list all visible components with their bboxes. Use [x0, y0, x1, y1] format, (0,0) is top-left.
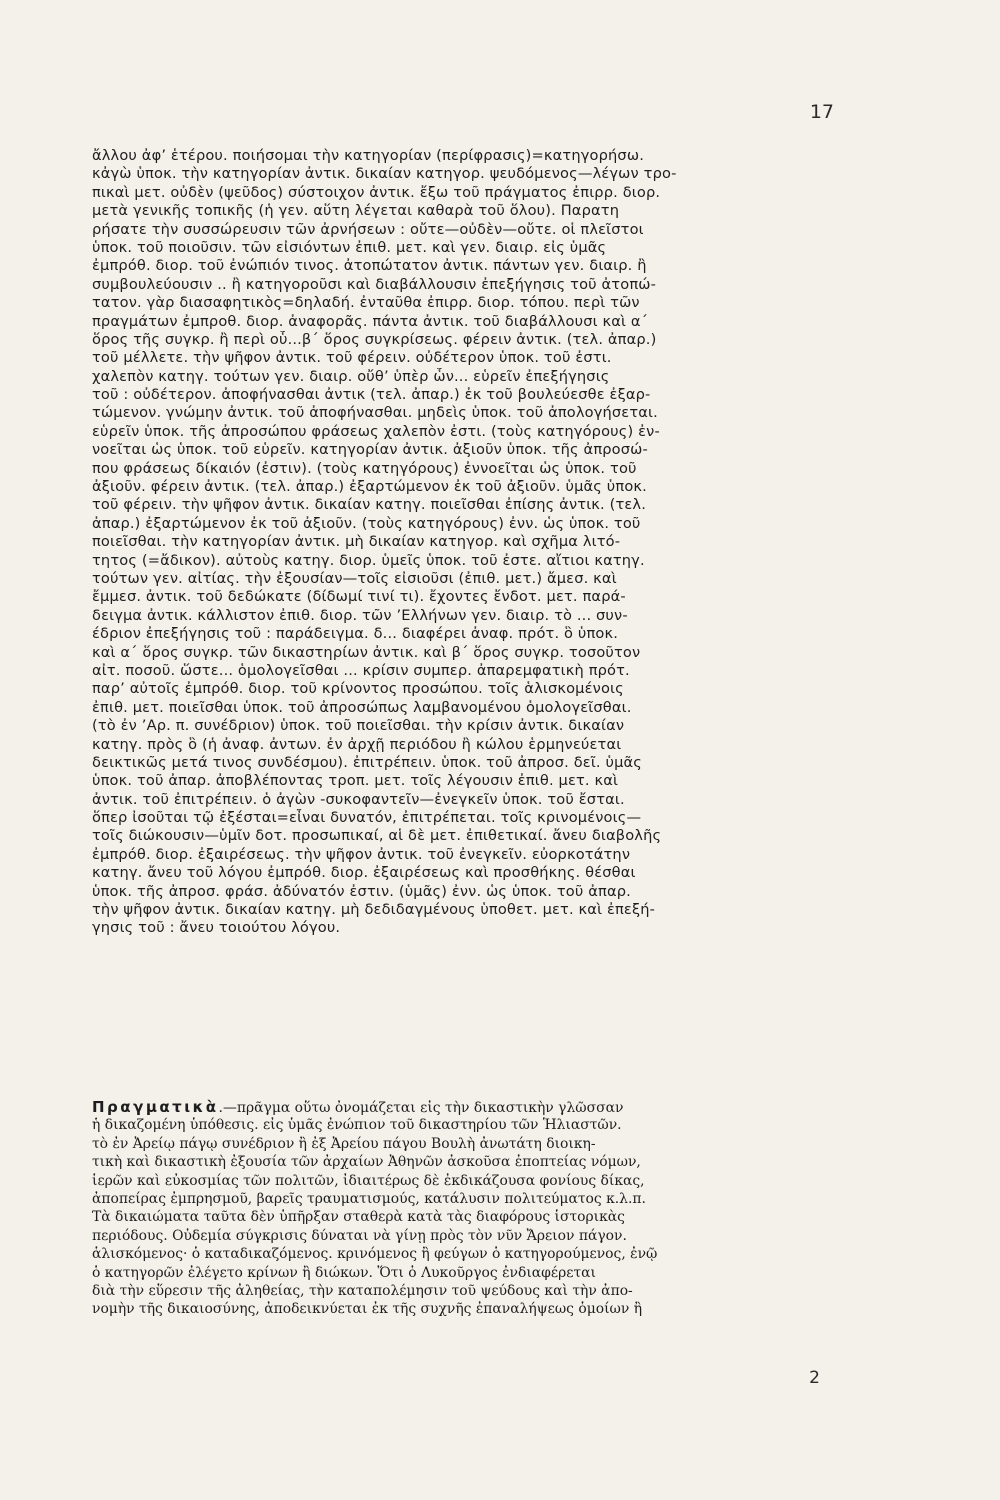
- prose-line: ἱερῶν καὶ εὐκοσμίας τῶν πολιτῶν, ἰδιαιτέρως δὲ ἐκδικάζουσα φονίους δίκας,: [92, 1172, 645, 1189]
- notes-line: ὑποκ. τοῦ ἀπαρ. ἀποβλέποντας τροπ. μετ. τοῖς λέγουσιν ἐπιθ. μετ. καὶ: [92, 772, 619, 790]
- notes-line: εὑρεῖν ὑποκ. τῆς ἀπροσώπου φράσεως χαλεπὸν ἐστι. (τοὺς κατηγόρους) ἐν-: [92, 422, 660, 440]
- notes-line: χαλεπὸν κατηγ. τούτων γεν. διαιρ. οὔθ’ ὑπὲρ ὧν... εὑρεῖν ἐπεξήγησις: [92, 367, 610, 385]
- notes-line: τητος (=ἄδικον). αὐτοὺς κατηγ. διορ. ὑμεῖς ὑποκ. τοῦ ἐστε. αἴτιοι κατηγ.: [92, 551, 645, 569]
- prose-line: τὸ ἐν Ἀρείῳ πάγῳ συνέδριον ἢ ἐξ Ἀρείου πάγου Βουλὴ ἀνωτάτη διοικη-: [92, 1135, 596, 1152]
- prose-line: διὰ τὴν εὕρεσιν τῆς ἀληθείας, τὴν καταπολέμησιν τοῦ ψεύδους καὶ τὴν ἀπο-: [92, 1282, 633, 1299]
- notes-line: ἀπαρ.) ἐξαρτώμενον ἐκ τοῦ ἀξιοῦν. (τοὺς κατηγόρους) ἐνν. ὡς ὑποκ. τοῦ: [92, 514, 641, 532]
- prose-line: .—πρᾶγμα οὕτω ὀνομάζεται εἰς τὴν δικαστικὴν γλῶσσαν: [218, 1100, 624, 1116]
- notes-line: ἄλλου ἀφ’ ἑτέρου. ποιήσομαι τὴν κατηγορίαν (περίφρασις)=κατηγορήσω.: [92, 147, 644, 164]
- notes-line: ἀξιοῦν. φέρειν ἀντικ. (τελ. ἀπαρ.) ἐξαρτώμενον ἐκ τοῦ ἀξιοῦν. ὑμᾶς ὑποκ.: [92, 478, 647, 496]
- notes-line: καὶ α΄ ὅρος συγκρ. τῶν δικαστηρίων ἀντικ. καὶ β΄ ὅρος συγκρ. τοσοῦτον: [92, 643, 641, 661]
- notes-line: παρ’ αὐτοῖς ἐμπρόθ. διορ. τοῦ κρίνοντος προσώπου. τοῖς ἁλισκομένοις: [92, 680, 624, 698]
- notes-line: κατηγ. ἄνευ τοῦ λόγου ἐμπρόθ. διορ. ἐξαιρέσεως καὶ προσθήκης. θέσθαι: [92, 864, 636, 882]
- notes-line: ρήσατε τὴν συσσώρευσιν τῶν ἀρνήσεων : οὔτε—οὐδὲν—οὔτε. οἱ πλεῖστοι: [92, 220, 644, 238]
- notes-line: τοῦ φέρειν. τὴν ψῆφον ἀντικ. δικαίαν κατηγ. ποιεῖσθαι ἐπίσης ἀντικ. (τελ.: [92, 496, 647, 514]
- notes-line: κατηγ. πρὸς ὃ (ἡ ἀναφ. ἀντων. ἐν ἀρχῇ περιόδου ἢ κώλου ἑρμηνεύεται: [92, 735, 622, 753]
- notes-line: τούτων γεν. αἰτίας. τὴν ἐξουσίαν—τοῖς εἰσιοῦσι (ἐπιθ. μετ.) ἄμεσ. καὶ: [92, 569, 617, 587]
- notes-line: ἐπιθ. μετ. ποιεῖσθαι ὑποκ. τοῦ ἀπροσώπως λαμβανομένου ὁμολογεῖσθαι.: [92, 698, 632, 716]
- notes-line: που φράσεως δίκαιόν (ἐστιν). (τοὺς κατηγόρους) ἐννοεῖται ὡς ὑποκ. τοῦ: [92, 459, 637, 477]
- notes-line: ὅπερ ἰσοῦται τῷ ἐξέσται=εἶναι δυνατόν, ἐπιτρέπεται. τοῖς κρινομένοις—: [92, 809, 642, 827]
- notes-line: ἐμπρόθ. διορ. ἐξαιρέσεως. τὴν ψῆφον ἀντικ. τοῦ ἐνεγκεῖν. εὐορκοτάτην: [92, 845, 631, 863]
- notes-line: μετὰ γενικῆς τοπικῆς (ἡ γεν. αὕτη λέγεται καθαρὰ τοῦ ὅλου). Παρατη: [92, 202, 620, 220]
- notes-line: ὑποκ. τοῦ ποιοῦσιν. τῶν εἰσιόντων ἐπιθ. μετ. καὶ γεν. διαιρ. εἰς ὑμᾶς: [92, 238, 607, 256]
- prose-line: νομὴν τῆς δικαιοσύνης, ἀποδεικνύεται ἐκ τῆς συχνῆς ἐπαναλήψεως ὁμοίων ἢ: [92, 1301, 643, 1318]
- notes-line: κἀγὼ ὑποκ. τὴν κατηγορίαν ἀντικ. δικαίαν κατηγορ. ψευδόμενος—λέγων τρο-: [92, 165, 677, 183]
- notes-line: γησις τοῦ : ἄνευ τοιούτου λόγου.: [92, 919, 341, 937]
- prose-line: περιόδους. Οὐδεμία σύγκρισις δύναται νὰ γίνῃ πρὸς τὸν νῦν Ἄρειον πάγον.: [92, 1227, 627, 1244]
- prose-line: ἀποπείρας ἐμπρησμοῦ, βαρεῖς τραυματισμούς, κατάλυσιν πολιτεύματος κ.λ.π.: [92, 1190, 646, 1207]
- prose-line: ἡ δικαζομένη ὑπόθεσις. εἰς ὑμᾶς ἐνώπιον τοῦ δικαστηρίου τῶν Ἡλιαστῶν.: [92, 1117, 622, 1134]
- notes-line: πραγμάτων ἐμπροθ. διορ. ἀναφορᾶς. πάντα ἀντικ. τοῦ διαβάλλουσι καὶ α΄: [92, 312, 649, 330]
- notes-line: τὴν ψῆφον ἀντικ. δικαίαν κατηγ. μὴ δεδιδαγμένους ὑποθετ. μετ. καὶ ἐπεξή-: [92, 901, 656, 919]
- historical-section: [92, 1098, 852, 1319]
- notes-line: ἔμμεσ. ἀντικ. τοῦ δεδώκατε (δίδωμί τινί τι). ἔχοντες ἔνδοτ. μετ. παρά-: [92, 588, 626, 606]
- notes-line: τοῦ : οὐδέτερον. ἀποφήνασθαι ἀντικ (τελ. ἀπαρ.) ἐκ τοῦ βουλεύεσθε ἐξαρ-: [92, 386, 651, 404]
- notes-line: συμβουλεύουσιν .. ἢ κατηγοροῦσι καὶ διαβάλλουσιν ἐπεξήγησις τοῦ ἀτοπώ-: [92, 275, 657, 293]
- prose-line: ὁ κατηγορῶν ἐλέγετο κρίνων ἢ διώκων. Ὅτι ὁ Λυκοῦργος ἐνδιαφέρεται: [92, 1264, 596, 1281]
- notes-line: τοῖς διώκουσιν—ὑμῖν δοτ. προσωπικαί, αἱ δὲ μετ. ἐπιθετικαί. ἄνευ διαβολῆς: [92, 827, 662, 845]
- prose-line: Τὰ δικαιώματα ταῦτα δὲν ὑπῆρξαν σταθερὰ κατὰ τὰς διαφόρους ἱστορικὰς: [92, 1209, 625, 1226]
- notes-line: ὅρος τῆς συγκρ. ἢ περὶ οὗ...β΄ ὅρος συγκρίσεως. φέρειν ἀντικ. (τελ. ἀπαρ.): [92, 330, 657, 348]
- signature-mark: 2: [809, 1368, 820, 1388]
- notes-line: αἰτ. ποσοῦ. ὥστε... ὁμολογεῖσθαι ... κρίσιν συμπερ. ἀπαρεμφατικὴ πρότ.: [92, 661, 630, 679]
- section-first-line: [92, 1098, 852, 1116]
- notes-line: έδριον ἐπεξήγησις τοῦ : παράδειγμα. δ... διαφέρει ἀναφ. πρότ. ὃ ὑποκ.: [92, 625, 619, 643]
- notes-line: πικαὶ μετ. οὐδὲν (ψεῦδος) σύστοιχον ἀντικ. ἔξω τοῦ πράγματος ἐπιρρ. διορ.: [92, 183, 661, 201]
- notes-line: νοεῖται ὡς ὑποκ. τοῦ εὑρεῖν. κατηγορίαν ἀντικ. ἀξιοῦν ὑποκ. τῆς ἀπροσώ-: [92, 441, 648, 459]
- notes-line: (τὸ ἐν ’Αρ. π. συνέδριον) ὑποκ. τοῦ ποιεῖσθαι. τὴν κρίσιν ἀντικ. δικαίαν: [92, 717, 625, 735]
- notes-line: τώμενον. γνώμην ἀντικ. τοῦ ἀποφήνασθαι. μηδεὶς ὑποκ. τοῦ ἀπολογήσεται.: [92, 404, 658, 422]
- notes-line: δειγμα ἀντικ. κάλλιστον ἐπιθ. διορ. τῶν ’Ελλήνων γεν. διαιρ. τὸ ... συν-: [92, 606, 628, 624]
- notes-line: τοῦ μέλλετε. τὴν ψῆφον ἀντικ. τοῦ φέρειν. οὐδέτερον ὑποκ. τοῦ ἐστι.: [92, 349, 612, 367]
- prose-line: ἁλισκόμενος· ὁ καταδικαζόμενος. κρινόμενος ἢ φεύγων ὁ κατηγορούμενος, ἐνῷ: [92, 1246, 658, 1263]
- notes-line: ὑποκ. τῆς ἀπροσ. φράσ. ἀδύνατόν ἐστιν. (ὑμᾶς) ἐνν. ὡς ὑποκ. τοῦ ἀπαρ.: [92, 882, 631, 900]
- grammar-notes: [92, 147, 850, 938]
- section-heading: Πραγματικὰ: [92, 1098, 219, 1116]
- notes-line: ἀντικ. τοῦ ἐπιτρέπειν. ὁ ἀγὼν -συκοφαντεῖν—ἐνεγκεῖν ὑποκ. τοῦ ἔσται.: [92, 790, 625, 808]
- notes-line: δεικτικῶς μετά τινος συνδέσμου). ἐπιτρέπειν. ὑποκ. τοῦ ἀπροσ. δεῖ. ὑμᾶς: [92, 753, 643, 771]
- notes-line: ἐμπρόθ. διορ. τοῦ ἐνώπιόν τινος. ἀτοπώτατον ἀντικ. πάντων γεν. διαιρ. ἢ: [92, 257, 647, 275]
- prose-line: τικὴ καὶ δικαστικὴ ἐξουσία τῶν ἀρχαίων Ἀθηνῶν ἀσκοῦσα ἐποπτείας νόμων,: [92, 1154, 641, 1171]
- notes-line: τατον. γὰρ διασαφητικὸς=δηλαδή. ἐνταῦθα ἐπιρρ. διορ. τόπου. περὶ τῶν: [92, 294, 640, 312]
- notes-line: ποιεῖσθαι. τὴν κατηγορίαν ἀντικ. μὴ δικαίαν κατηγορ. καὶ σχῆμα λιτό-: [92, 533, 621, 551]
- page-number: 17: [809, 101, 834, 123]
